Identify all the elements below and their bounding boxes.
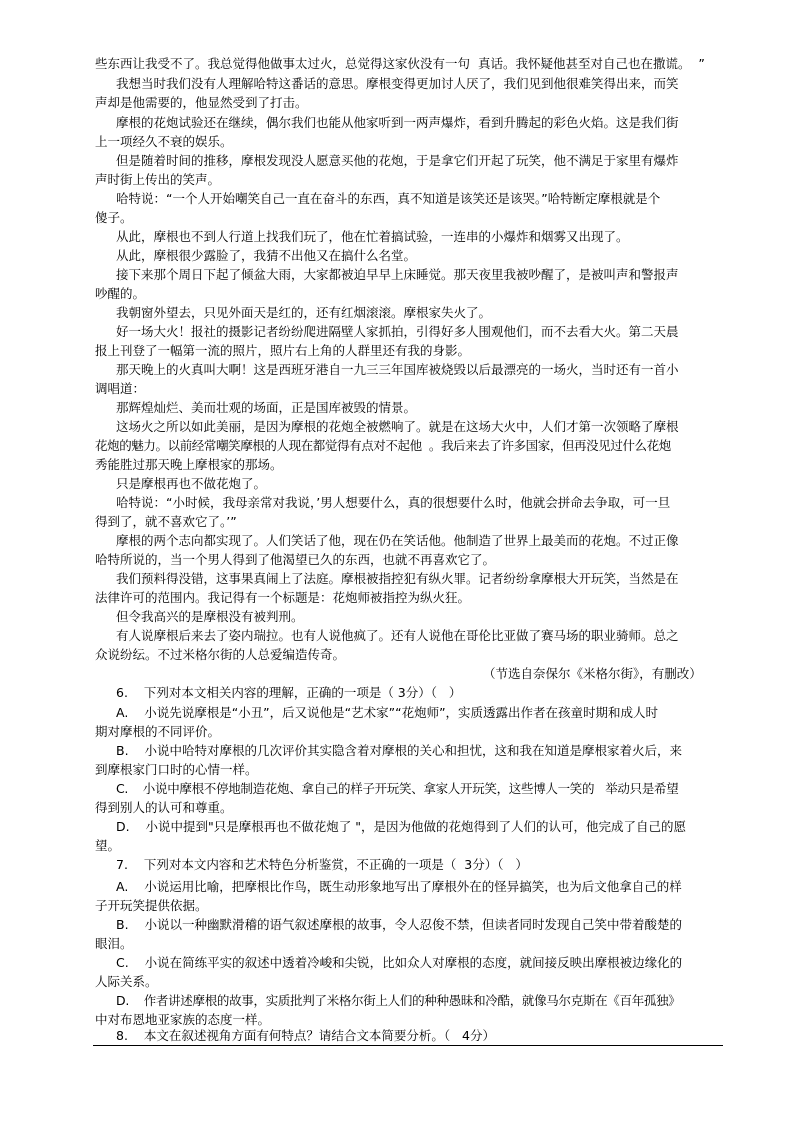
option-text: 眼泪。 xyxy=(95,936,133,951)
option-text: C. 小说中摩根不停地制造花炮、拿自己的样子开玩笑、拿家人开玩笑，这些博人一笑的 举动只是希望 xyxy=(116,781,679,796)
bottom-rule xyxy=(93,1045,723,1046)
text-line: 我们预料得没错，这事果真闹上了法庭。摩根被指控犯有纵火罪。记者纷纷拿摩根大开玩笑，当然是在 xyxy=(116,571,679,586)
text-line: 哈特所说的，当一个男人得到了他渴望已久的东西，也就不再喜欢它了。 xyxy=(95,552,496,567)
question-6: 6. 下列对本文相关内容的理解，正确的一项是（ 3分）（ ） xyxy=(116,685,462,700)
text-line: 摩根的两个志向都实现了。人们笑话了他，现在仍在笑话他。他制造了世界上最美而的花炮。不过正像 xyxy=(116,533,679,548)
text-line: 我朝窗外望去，只见外面天是红的，还有红烟滚滚。摩根家失火了。 xyxy=(116,305,492,320)
option-text: B. 小说中哈特对摩根的几次评价其实隐含着对摩根的关心和担忧，这和我在知道是摩根家着火后，来 xyxy=(116,743,682,758)
text-line: 吵醒的。 xyxy=(95,286,146,301)
text-line: 调唱道： xyxy=(95,381,146,396)
option-text: B. 小说以一种幽默滑稽的语气叙述摩根的故事，令人忍俊不禁，但读者同时发现自己笑中带着酸楚的 xyxy=(116,917,682,932)
option-text: 期对摩根的不同评价。 xyxy=(95,724,221,739)
text-line: 上一项经久不衰的娱乐。 xyxy=(95,134,233,149)
text-line: 些东西让我受不了。我总觉得他做事太过火，总觉得这家伙没有一句 真话。我怀疑他甚至对自己也在撒谎。 ” xyxy=(95,56,705,71)
option-text: 中对布恩地亚家族的态度一样。 xyxy=(95,1012,271,1027)
text-line: 那辉煌灿烂、美而壮观的场面，正是国库被毁的情景。 xyxy=(116,400,417,415)
text-line: 摩根的花炮试验还在继续，偶尔我们也能从他家听到一两声爆炸，看到升腾起的彩色火焰。这是我们街 xyxy=(116,115,679,130)
text-line: 傻子。 xyxy=(95,210,133,225)
text-line: 只是摩根再也不做花炮了。 xyxy=(116,476,267,491)
text-line: 花炮的魅力。以前经常嘲笑摩根的人现在都觉得有点对不起他 。我后来去了许多国家，但再没见过什么花炮 xyxy=(95,438,671,453)
text-line: 声时街上传出的笑声。 xyxy=(95,172,221,187)
option-text: A. 小说运用比喻，把摩根比作鸟，既生动形象地写出了摩根外在的怪异搞笑，也为后文他拿自己的样 xyxy=(116,879,682,894)
option-text: 望。 xyxy=(95,838,121,853)
text-line: 这场火之所以如此美丽，是因为摩根的花炮全被燃响了。就是在这场大火中，人们才第一次领略了摩根 xyxy=(116,419,679,434)
option-text: D. 作者讲述摩根的故事，实质批判了米格尔街上人们的种种愚昧和冷酷，就像马尔克斯在《百年孤独》 xyxy=(116,993,681,1008)
text-line: 从此，摩根很少露脸了，我猜不出他又在搞什么名堂。 xyxy=(116,248,417,263)
option-text: 得到别人的认可和尊重。 xyxy=(95,800,233,815)
text-line: 但令我高兴的是摩根没有被判刑。 xyxy=(116,609,304,624)
text-line: 哈特说：“一个人开始嘲笑自己一直在奋斗的东西，真不知道是该笑还是该哭。”哈特断定摩根就是个 xyxy=(116,191,661,206)
option-text: 到摩根家门口时的心情一样。 xyxy=(95,762,258,777)
option-text: A. 小说先说摩根是“小丑”，后又说他是“艺术家”“花炮师”，实质透露出作者在孩童时期和成人时 xyxy=(116,705,659,720)
option-text: 子开玩笑提供依据。 xyxy=(95,898,208,913)
option-text: 人际关系。 xyxy=(95,974,158,989)
text-line: 哈特说：“小时候，我母亲常对我说，’男人想要什么，真的很想要什么时，他就会拼命去争取，可一旦 xyxy=(116,495,671,510)
source-note: （节选自奈保尔《米格尔街》，有删改） xyxy=(483,666,702,681)
text-line: 但是随着时间的推移，摩根发现没人愿意买他的花炮，于是拿它们开起了玩笑，他不满足于家里有爆炸 xyxy=(116,153,679,168)
text-line: 得到了，就不喜欢它了。’” xyxy=(95,514,237,529)
text-line: 有人说摩根后来去了姿内瑞拉。也有人说他疯了。还有人说他在哥伦比亚做了赛马场的职业骑师。总之 xyxy=(116,628,679,643)
text-line: 众说纷纭。不过米格尔街的人总爱编造传奇。 xyxy=(95,647,346,662)
text-line: 接下来那个周日下起了倾盆大雨，大家都被迫早早上床睡觉。那天夜里我被吵醒了，是被叫声和警报声 xyxy=(116,267,679,282)
text-line: 报上刊登了一幅第一流的照片，照片右上角的人群里还有我的身影。 xyxy=(95,343,471,358)
question-7: 7. 下列对本文内容和艺术特色分析鉴赏，不正确的一项是（ 3分）（ ） xyxy=(116,857,528,872)
text-line: 好一场大火！报社的摄影记者纷纷爬进隔壁人家抓拍，引得好多人围观他们，而不去看大火。第二天晨 xyxy=(116,324,679,339)
option-text: C. 小说在简练平实的叙述中透着冷峻和尖锐，比如众人对摩根的态度，就间接反映出摩根被边缘化的 xyxy=(116,955,683,970)
text-line: 从此，摩根也不到人行道上找我们玩了，他在忙着搞试验，一连串的小爆炸和烟雾又出现了。 xyxy=(116,229,629,244)
text-line: 秀能胜过那天晚上摩根家的那场。 xyxy=(95,457,283,472)
text-line: 声却是他需要的，他显然受到了打击。 xyxy=(95,95,308,110)
question-8: 8. 本文在叙述视角方面有何特点？请结合文本简要分析。（ 4分） xyxy=(116,1028,495,1043)
text-line: 我想当时我们没有人理解哈特这番话的意思。摩根变得更加讨人厌了，我们见到他很难笑得出来，而笑 xyxy=(116,76,679,91)
text-line: 法律许可的范围内。我记得有一个标题是：花炮师被指控为纵火狂。 xyxy=(95,590,471,605)
text-line: 那天晚上的火真叫大啊！这是西班牙港自一九三三年国库被烧毁以后最漂亮的一场火，当时还有一首小 xyxy=(116,362,679,377)
option-text: D. 小说中提到"只是摩根再也不做花炮了 "，是因为他做的花炮得到了人们的认可，他完成了自己的愿 xyxy=(116,819,686,834)
